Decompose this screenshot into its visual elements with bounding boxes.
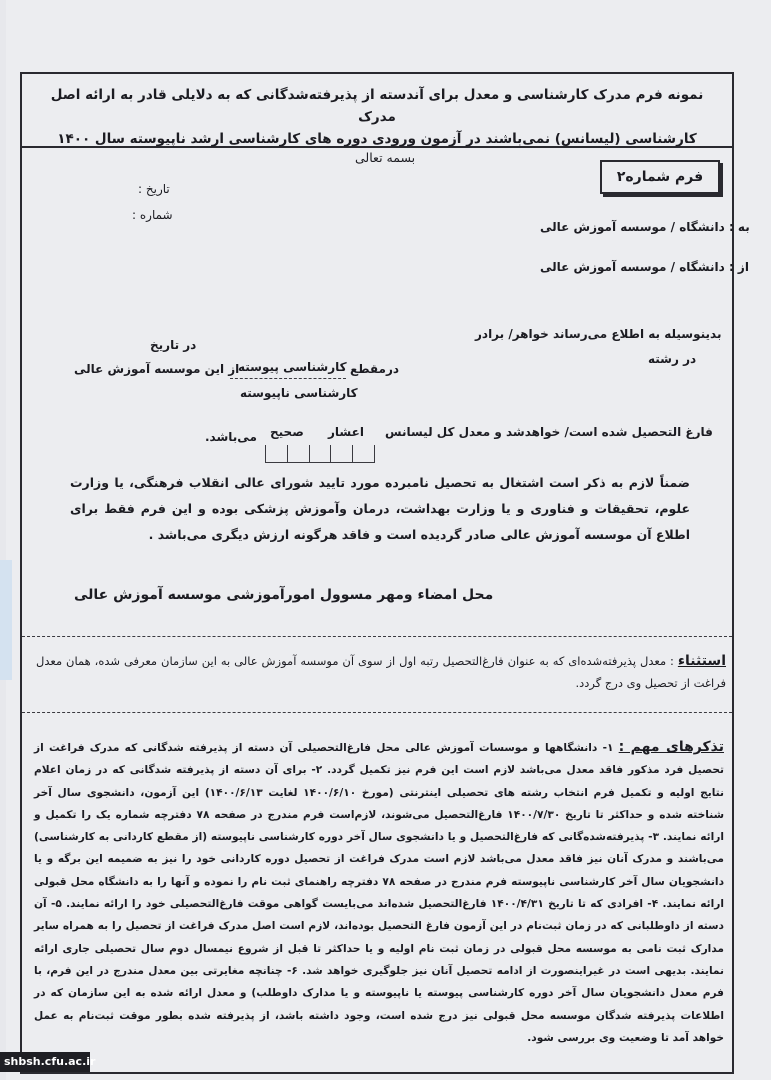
separator-bottom: [22, 712, 732, 713]
field-label: در رشته: [648, 352, 697, 366]
notes-title: تذکرهای مهم :: [618, 739, 724, 755]
header-line-2: کارشناسی (لیسانس) نمی‌باشند در آزمون ورودی دوره های کارشناسی ارشد ناپیوسته سال ۱۴۰۰: [57, 131, 697, 147]
from-label: از : دانشگاه / موسسه آموزش عالی: [540, 260, 749, 274]
notes-text: ۱- دانشگاهها و موسسات آموزش عالی محل فارغ‌التحصیلی آن دسته از پذیرفته شدگانی که مدرک فراغت از تحصیل فرد مذکور فاقد معدل می‌باشد لازم است این فرم نیز تکمیل گردد. ۲- برای آن دسته از پذیرفته شدگانی که در زمان اعلام نتایج اولیه و تکمیل فرم انتخاب رشته های تحصیلی اینترنتی (مورخ ۱۴۰۰/۶/۱۰ لغایت ۱۴۰۰/۶/۱۳) این آزمون، دانشجوی سال آخر شناخته شده و حداکثر تا تاریخ ۱۴۰۰/۷/۳۰ فارغ‌التحصیل می‌شوند، لازم‌است فرم مندرج در صفحه ۷۸ دفترچه شماره یک را تکمیل و ارائه نمایند. ۳- پذیرفته‌شده‌گانی که فارغ‌التحصیل و یا دانشجوی سال آخر دوره کارشناسی ناپیوسته (از مقطع کاردانی به کارشناسی) می‌باشند و مدرک آنان نیز فاقد معدل می‌باشد لازم است مدرک فراغت از تحصیل دوره کاردانی خود را نیز به ضمیمه این برگه و یا دانشجویان سال آخر کارشناسی ناپیوسته فرم مندرج در صفحه ۷۸ دفترچه راهنمای ثبت نام را نموده و آنها را به دانشگاه محل قبولی ارائه نمایند. ۴- افرادی که تا تاریخ ۱۴۰۰/۴/۳۱ فارغ‌التحصیل شده‌اند می‌بایست گواهی موقت فارغ‌التحصیلی خود را ارائه نمایند. ۵- آن دسته از داوطلبانی که در زمان ثبت‌نام در این آزمون فارغ التحصیل بوده‌اند، لازم است اصل مدرک فراغت از تحصیل را به همراه سایر مدارک ثبت نامی به موسسه محل قبولی در زمان ثبت نام اولیه و یا حداکثر تا قبل از شروع نیمسال دوم سال تحصیلی جاری ارائه نمایند. بدیهی است در غیراینصورت از ادامه تحصیل آنان نیز جلوگیری خواهد شد. ۶- چنانچه مغایرتی بین معدل مندرج در این فرم، با فرم معدل دانشجویان سال آخر دوره کارشناسی پیوسته یا ناپیوسته و یا مدارک داوطلب) و معدل ارائه شده به این سازمان که در اطلاعات پذیرفته شدگان موسسه محل قبولی نیز درج شده است، وجود داشته باشد، از پذیرفته شده بطور موقت ثبت‌نام به عمل خواهد آمد تا وضعیت وی بررسی شود.: [34, 742, 725, 1044]
level-continuous: کارشناسی پیوسته: [238, 360, 347, 374]
note-paragraph: ضمناً لازم به ذکر است اشتغال به تحصیل نامبرده مورد تایید شورای عالی انقلاب فرهنگی، یا وزارت علوم، تحقیقات و فناوری و یا وزارت بهداشت، درمان وآموزش پزشکی بوده و این فرم فقط برای اطلاع آن موسسه آموزش عالی صادر گردیده است و فاقد هرگونه ارزش دیگری می‌باشد .: [70, 475, 690, 542]
from-institute: از این موسسه آموزش عالی: [74, 362, 240, 376]
on-date-label: در تاریخ: [150, 338, 197, 352]
gpa-boxes: [265, 445, 375, 463]
is-text: می‌باشد.: [205, 430, 257, 444]
intro-text: بدینوسیله به اطلاع می‌رساند خواهر/ برادر: [475, 327, 722, 341]
signature-line: محل امضاء ومهر مسوول امورآموزشی موسسه آموزش عالی: [74, 587, 494, 603]
number-label: شماره :: [132, 208, 173, 222]
exception-title: استثناء: [677, 653, 726, 669]
level-discontinuous: کارشناسی ناپیوسته: [240, 386, 358, 400]
form-header: [22, 74, 732, 148]
header-line-1: نمونه فرم مدرک کارشناسی و معدل برای آندسته از پذیرفته‌شدگانی که به دلایلی قادر به ارائه اصل مدرک: [50, 87, 704, 125]
integer-label: صحیح: [270, 425, 304, 439]
site-watermark: shbsh.cfu.ac.ir: [0, 1052, 90, 1072]
form-number-box: فرم شماره۲: [600, 160, 720, 194]
to-label: به : دانشگاه / موسسه آموزش عالی: [540, 220, 750, 234]
exception-text: : معدل پذیرفته‌شده‌ای که به عنوان فارغ‌التحصیل رتبه اول از سوی آن موسسه آموزش عالی به این سازمان معرفی شده، همان معدل فراغت از تحصیل وی درج گردد.: [36, 654, 726, 690]
level-prefix: درمقطع: [350, 362, 400, 376]
exception-block: [36, 650, 726, 694]
level-underline: [230, 378, 346, 379]
basmala: بسمه تعالی: [355, 150, 416, 165]
notes-block: [34, 736, 724, 1049]
decimal-label: اعشار: [328, 425, 364, 439]
graduation-text: فارغ التحصیل شده است/ خواهدشد و معدل کل لیسانس: [385, 425, 713, 439]
background-shadow: [0, 560, 12, 680]
separator-top: [22, 636, 732, 637]
date-label: تاریخ :: [138, 182, 170, 196]
